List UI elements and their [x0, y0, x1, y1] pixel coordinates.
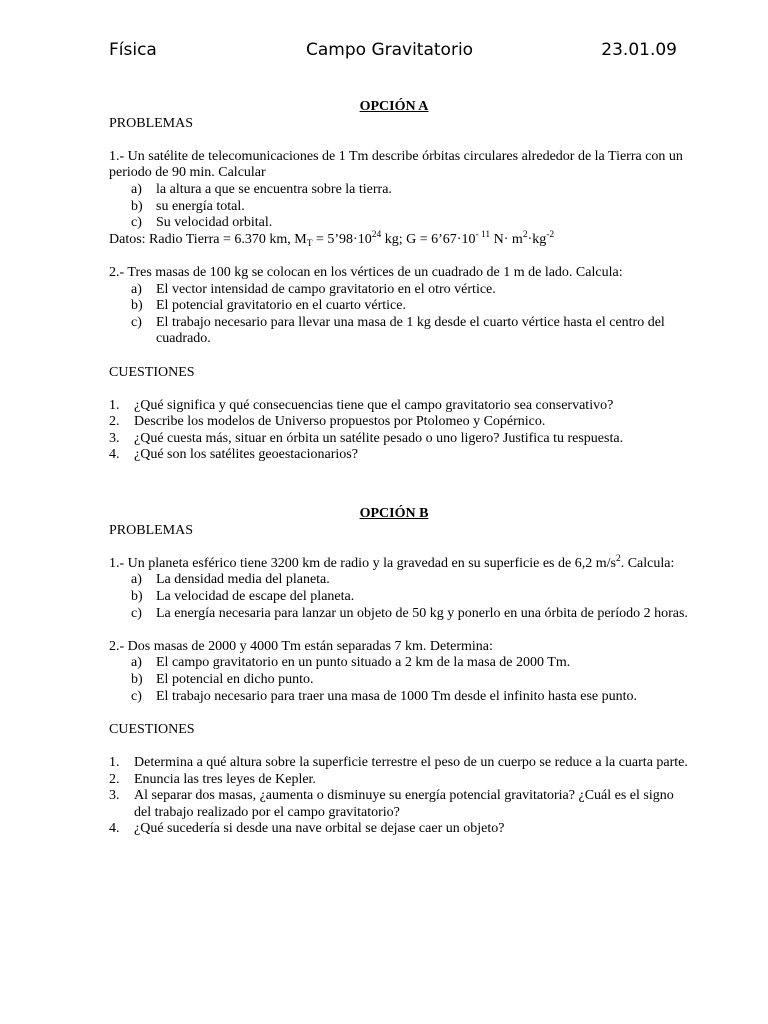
option-b-problem-2: 2.- Dos masas de 2000 y 4000 Tm están separadas 7 km. Determina: [109, 638, 493, 654]
list-item [109, 215, 689, 232]
list-marker: 2. [109, 414, 120, 430]
list-item-text: El vector intensidad de campo gravitatorio en el otro vértice. [156, 281, 496, 297]
list-marker: c) [131, 605, 142, 621]
option-b-title: OPCIÓN B [359, 506, 429, 522]
list-item-text: Enuncia las tres leyes de Kepler. [134, 771, 316, 787]
document-body [109, 99, 689, 838]
list-item [109, 772, 689, 789]
list-marker: 4. [109, 447, 120, 463]
option-a-problem-1-list [109, 182, 689, 232]
list-marker: c) [131, 314, 142, 330]
problem-superscript: 2 [615, 553, 621, 564]
list-item [109, 199, 689, 216]
header-subject: Física [109, 40, 157, 60]
list-item-text: El potencial gravitatorio en el cuarto vértice. [156, 298, 406, 314]
option-b-questions-heading: CUESTIONES [109, 721, 195, 737]
option-a-questions-heading: CUESTIONES [109, 364, 195, 380]
list-item-text: El trabajo necesario para llevar una masa de 1 kg desde el cuarto vértice hasta el centro del cuadrado. [156, 314, 665, 347]
option-a-problem-1: 1.- Un satélite de telecomunicaciones de 1 Tm describe órbitas circulares alrededor de la Tierra con un periodo de 90 min. Calcular [109, 148, 683, 181]
datos-superscript: -2 [546, 229, 555, 240]
list-item [109, 655, 689, 672]
option-a-problem-2: 2.- Tres masas de 100 kg se colocan en los vértices de un cuadrado de 1 m de lado. Calcula: [109, 264, 623, 280]
list-item [109, 672, 689, 689]
list-item [109, 788, 689, 821]
list-item-text: Describe los modelos de Universo propuestos por Ptolomeo y Copérnico. [134, 414, 546, 430]
header-date: 23.01.09 [601, 40, 677, 60]
problem-text: . Calcula: [620, 555, 675, 571]
option-b-questions-list [109, 755, 689, 838]
list-item-text: Su velocidad orbital. [156, 215, 273, 231]
list-item [109, 689, 689, 706]
list-marker: 4. [109, 821, 120, 837]
list-marker: c) [131, 215, 142, 231]
list-item [109, 447, 689, 464]
option-a-problem-1-data [109, 229, 689, 249]
list-marker: 1. [109, 754, 120, 770]
option-a-problem-2-list [109, 282, 689, 348]
datos-text: N· m [490, 231, 523, 247]
list-item [109, 298, 689, 315]
list-item-text: ¿Qué son los satélites geoestacionarios? [134, 447, 358, 463]
list-item [109, 315, 689, 348]
list-item-text: El trabajo necesario para traer una masa de 1000 Tm desde el infinito hasta ese punto. [156, 688, 638, 704]
list-item [109, 755, 689, 772]
datos-superscript: 2 [522, 229, 528, 240]
datos-text: ·kg [527, 231, 547, 247]
option-b-problems-heading: PROBLEMAS [109, 522, 194, 538]
option-a-questions-list [109, 398, 689, 464]
list-item-text: El potencial en dicho punto. [156, 672, 314, 687]
list-marker: b) [131, 589, 143, 605]
problem-text: 1.- Un planeta esférico tiene 3200 km de radio y la gravedad en su superficie es de 6,2 m/s [109, 555, 616, 571]
datos-text: kg; G = 6’67·10 [381, 231, 476, 247]
datos-text: = 5’98·10 [312, 231, 372, 247]
list-item-text: ¿Qué significa y qué consecuencias tiene que el campo gravitatorio sea conservativo? [134, 397, 614, 413]
page-header [109, 42, 677, 66]
list-marker: a) [131, 281, 142, 297]
option-a-problems-heading: PROBLEMAS [109, 115, 194, 131]
list-item [109, 821, 689, 838]
datos-superscript: 24 [371, 229, 382, 240]
list-item-text: La energía necesaria para lanzar un objeto de 50 kg y ponerlo en una órbita de período 2 horas. [156, 605, 688, 621]
list-item [109, 606, 689, 623]
list-item-text: Determina a qué altura sobre la superficie terrestre el peso de un cuerpo se reduce a la cuarta parte. [134, 754, 688, 770]
list-item [109, 431, 689, 448]
list-item [109, 282, 689, 299]
option-a-title: OPCIÓN A [359, 99, 429, 114]
list-marker: 1. [109, 397, 120, 413]
list-marker: b) [131, 672, 143, 687]
list-item-text: La densidad media del planeta. [156, 572, 330, 588]
list-item-text: su energía total. [156, 198, 245, 214]
option-b-problem-1 [109, 553, 689, 573]
option-b-problem-2-list [109, 655, 689, 705]
list-item-text: ¿Qué cuesta más, situar en órbita un satélite pesado o uno ligero? Justifica tu respuesta. [134, 430, 624, 446]
list-marker: 3. [109, 430, 120, 446]
list-marker: 3. [109, 788, 120, 804]
list-item-text: ¿Qué sucedería si desde una nave orbital se dejase caer un objeto? [134, 821, 505, 837]
list-marker: a) [131, 572, 142, 588]
list-item [109, 572, 689, 589]
list-marker: b) [131, 198, 143, 214]
list-item-text: El campo gravitatorio en un punto situado a 2 km de la masa de 2000 Tm. [156, 655, 571, 671]
list-marker: a) [131, 181, 142, 197]
list-item-text: la altura a que se encuentra sobre la tierra. [156, 181, 392, 197]
datos-superscript: - 11 [475, 229, 491, 240]
list-marker: c) [131, 688, 142, 704]
list-item-text: Al separar dos masas, ¿aumenta o disminuye su energía potencial gravitatoria? ¿Cuál es el signo del trabajo realizado por el campo gravitatorio? [134, 788, 674, 820]
list-item-text: La velocidad de escape del planeta. [156, 589, 355, 605]
datos-text: Datos: Radio Tierra = 6.370 km, M [109, 231, 307, 247]
list-item [109, 589, 689, 606]
header-topic: Campo Gravitatorio [306, 40, 474, 60]
list-marker: a) [131, 655, 142, 671]
list-marker: b) [131, 298, 143, 314]
list-item [109, 414, 689, 431]
option-b-problem-1-list [109, 572, 689, 622]
list-item [109, 182, 689, 199]
list-item [109, 398, 689, 415]
list-marker: 2. [109, 771, 120, 787]
datos-subscript: T [306, 238, 313, 249]
